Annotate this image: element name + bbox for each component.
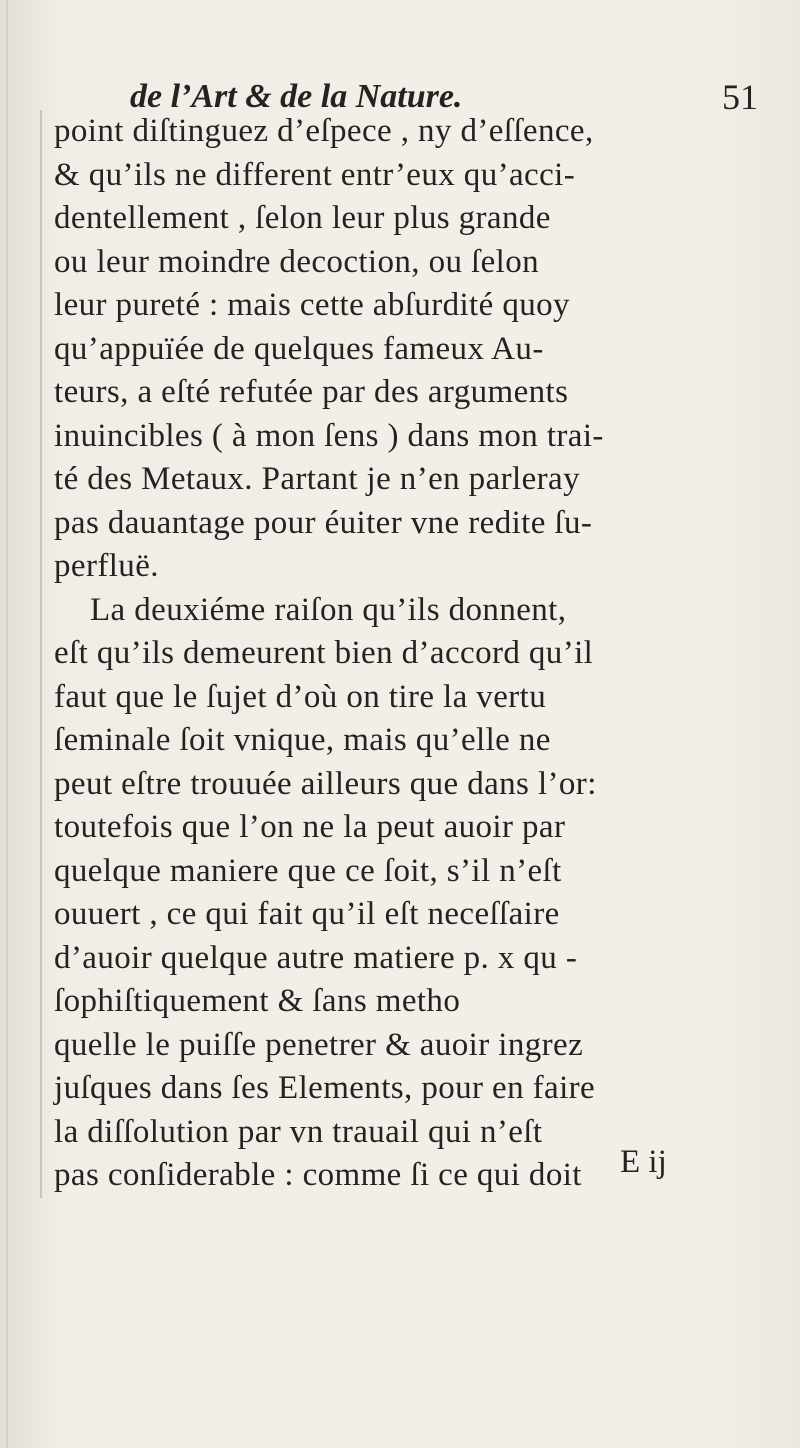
text-line: perfluë. <box>54 548 159 584</box>
text-line: & qu’ils ne different entr’eux qu’acci- <box>54 156 576 193</box>
running-title: de l’Art & de la Nature. <box>130 78 463 115</box>
signature-mark: E ij <box>620 1144 667 1180</box>
text-line: faut que le ſujet d’où on tire la vertu <box>54 678 547 715</box>
text-line: pas dauantage pour éuiter vne redite ſu- <box>54 504 593 541</box>
text-line: qu’appuïée de quelques fameux Au- <box>54 330 544 367</box>
text-line: toutefois que l’on ne la peut auoir par <box>54 809 566 845</box>
text-line: pas conſiderable : comme ſi ce qui doit <box>54 1157 582 1193</box>
text-line: té des Metaux. Partant je n’en parleray <box>54 461 580 497</box>
text-line: quelque maniere que ce ſoit, s’il n’eſt <box>54 852 562 889</box>
text-line: peut eſtre trouuée ailleurs que dans l’or: <box>54 765 597 802</box>
body-text <box>40 110 760 1198</box>
page-number: 51 <box>722 77 758 117</box>
text-line: inuincibles ( à mon ſens ) dans mon trai- <box>54 417 604 454</box>
text-line: eſt qu’ils demeurent bien d’accord qu’il <box>54 635 594 671</box>
text-line: la diſſolution par vn trauail qui n’eſt <box>54 1113 543 1150</box>
text-line: juſques dans ſes Elements, pour en faire <box>54 1070 596 1106</box>
text-line: ſeminale ſoit vnique, mais qu’elle ne <box>54 722 551 758</box>
text-line: teurs, a eſté refutée par des arguments <box>54 374 569 410</box>
text-line: d’auoir quelque autre matiere p. x qu - <box>54 939 578 976</box>
text-line: point diſtinguez d’eſpece , ny d’eſſence, <box>54 113 594 149</box>
text-line: dentellement , ſelon leur plus grande <box>54 200 551 236</box>
text-line: leur pureté : mais cette abſurdité quoy <box>54 287 570 323</box>
page-edge-shadow <box>6 0 8 1448</box>
text-line: quelle le puiſſe penetrer & auoir ingrez <box>54 1026 584 1063</box>
text-line: ſophiſtiquement & ſans metho <box>54 983 461 1019</box>
text-line: ou leur moindre decoction, ou ſelon <box>54 243 540 280</box>
paragraph-start-line: La deuxiéme raiſon qu’ils donnent, <box>90 591 567 628</box>
text-line: ouuert , ce qui fait qu’il eſt neceſſaire <box>54 896 560 932</box>
